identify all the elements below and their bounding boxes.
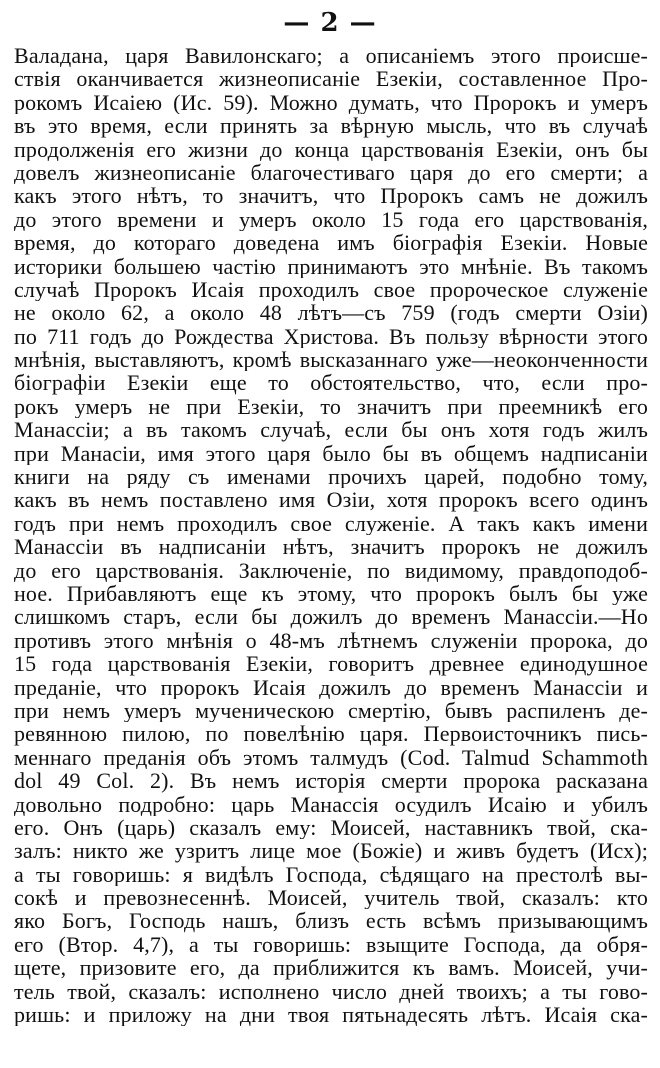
text-line: случаѣ Пророкъ Исаiя проходилъ свое пророческое служенiе <box>14 277 648 302</box>
text-line: меннаго преданiя объ этомъ талмудъ (Cod. Talmud Schammoth <box>14 745 648 770</box>
text-line: какъ въ немъ поставлено имя Озiи, хотя пророкъ всего одинъ <box>14 488 648 512</box>
text-line: до его царствованiя. Заключенiе, по видимому, правдоподоб- <box>14 558 648 582</box>
text-line: историки большею частiю принимаютъ это мнѣнiе. Въ такомъ <box>14 254 648 278</box>
text-line: какъ этого нѣтъ, то значитъ, что Пророкъ самъ не дожилъ <box>14 184 648 208</box>
text-line: яко Богъ, Господь нашъ, близъ есть всѣмъ призывающимъ <box>14 909 648 933</box>
text-line: противъ этого мнѣнiя о 48-мъ лѣтнемъ служенiи пророка, до <box>14 628 648 653</box>
text-line: преданiе, что пророкъ Исаiя дожилъ до временъ Манассiи и <box>14 675 648 699</box>
text-line: его (Втор. 4,7), а ты говоришь: взыщите Господа, да обря- <box>14 932 648 957</box>
text-line: Манассiи; а въ такомъ случаѣ, если бы онъ хотя годъ жилъ <box>14 418 648 442</box>
text-line: въ это время, если принять за вѣрную мысль, что въ случаѣ <box>14 114 648 138</box>
body-text <box>14 44 648 1026</box>
text-line: рокъ умеръ не при Езекiи, то значитъ при преемникѣ его <box>14 394 648 419</box>
text-line: а ты говоришь: я видѣлъ Господа, сѣдящаго на престолѣ вы- <box>14 862 648 887</box>
text-line: тель твой, сказалъ: исполнено число дней твоихъ; а ты гово- <box>14 979 648 1004</box>
text-line: довелъ жизнеописанiе благочестиваго царя до его смерти; а <box>14 160 648 185</box>
text-line: продолженiя его жизни до конца царствованiя Езекiи, онъ бы <box>14 137 648 161</box>
text-line: рокомъ Исаiею (Ис. 59). Можно думать, что Пророкъ и умеръ <box>14 90 648 115</box>
text-line: щете, призовите его, да приближится къ вамъ. Моисей, учи- <box>14 956 648 980</box>
text-line: dol 49 Col. 2). Въ немъ исторiя смерти пророка расказана <box>14 769 648 793</box>
text-line: мнѣнiя, выставляютъ, кромѣ высказаннаго уже—неоконченности <box>14 348 648 372</box>
text-line: слишкомъ старъ, если бы дожилъ до временъ Манассiи.—Но <box>14 605 648 629</box>
text-line: ствiя оканчивается жизнеописанiе Езекiи, составленное Про- <box>14 67 648 91</box>
text-line: бiографiи Езекiи еще то обстоятельство, что, если про- <box>14 371 648 395</box>
text-line: не около 62, а около 48 лѣтъ—съ 759 (годъ смерти Озiи) <box>14 301 648 325</box>
text-line: по 711 годъ до Рождества Христова. Въ пользу вѣрности этого <box>14 324 648 349</box>
text-line: годъ при немъ проходилъ свое служенiе. А такъ какъ имени <box>14 511 648 536</box>
text-line: ревянною пилою, по повелѣнiю царя. Первоисточникъ пись- <box>14 722 648 746</box>
text-line: ное. Прибавляютъ еще къ этому, что пророкъ былъ бы уже <box>14 581 648 606</box>
text-line: книги на ряду съ именами прочихъ царей, подобно тому, <box>14 465 648 489</box>
text-line: довольно подробно: царь Манассiя осудилъ Исаiю и убилъ <box>14 792 648 816</box>
text-line: при немъ умеръ мученическою смертiю, бывъ распиленъ де- <box>14 698 648 723</box>
text-line: при Манасiи, имя этого царя было бы въ общемъ надписанiи <box>14 441 648 466</box>
text-line: его. Онъ (царь) сказалъ ему: Моисей, наставникъ твой, ска- <box>14 815 648 840</box>
text-line: время, до котораго доведена имъ бiографiя Езекiи. Новые <box>14 231 648 255</box>
text-line: сокѣ и превознесеннѣ. Моисей, учитель твой, сказалъ: кто <box>14 886 648 910</box>
text-line: 15 года царствованiя Езекiи, говоритъ древнее единодушное <box>14 652 648 676</box>
text-line: Валадана, царя Вавилонскаго; а описанiемъ этого происше- <box>14 44 648 68</box>
page-number: — 2 — <box>283 8 377 38</box>
text-line: залъ: никто же узритъ лице мое (Божiе) и живъ будетъ (Исх); <box>14 839 648 863</box>
text-line: Манассiи въ надписанiи нѣтъ, значитъ пророкъ не дожилъ <box>14 535 648 559</box>
text-line: до этого времени и умеръ около 15 года его царствованiя, <box>14 207 648 232</box>
text-line: ришь: и приложу на дни твоя пятьнадесять лѣтъ. Исаiя ска- <box>14 1003 648 1027</box>
